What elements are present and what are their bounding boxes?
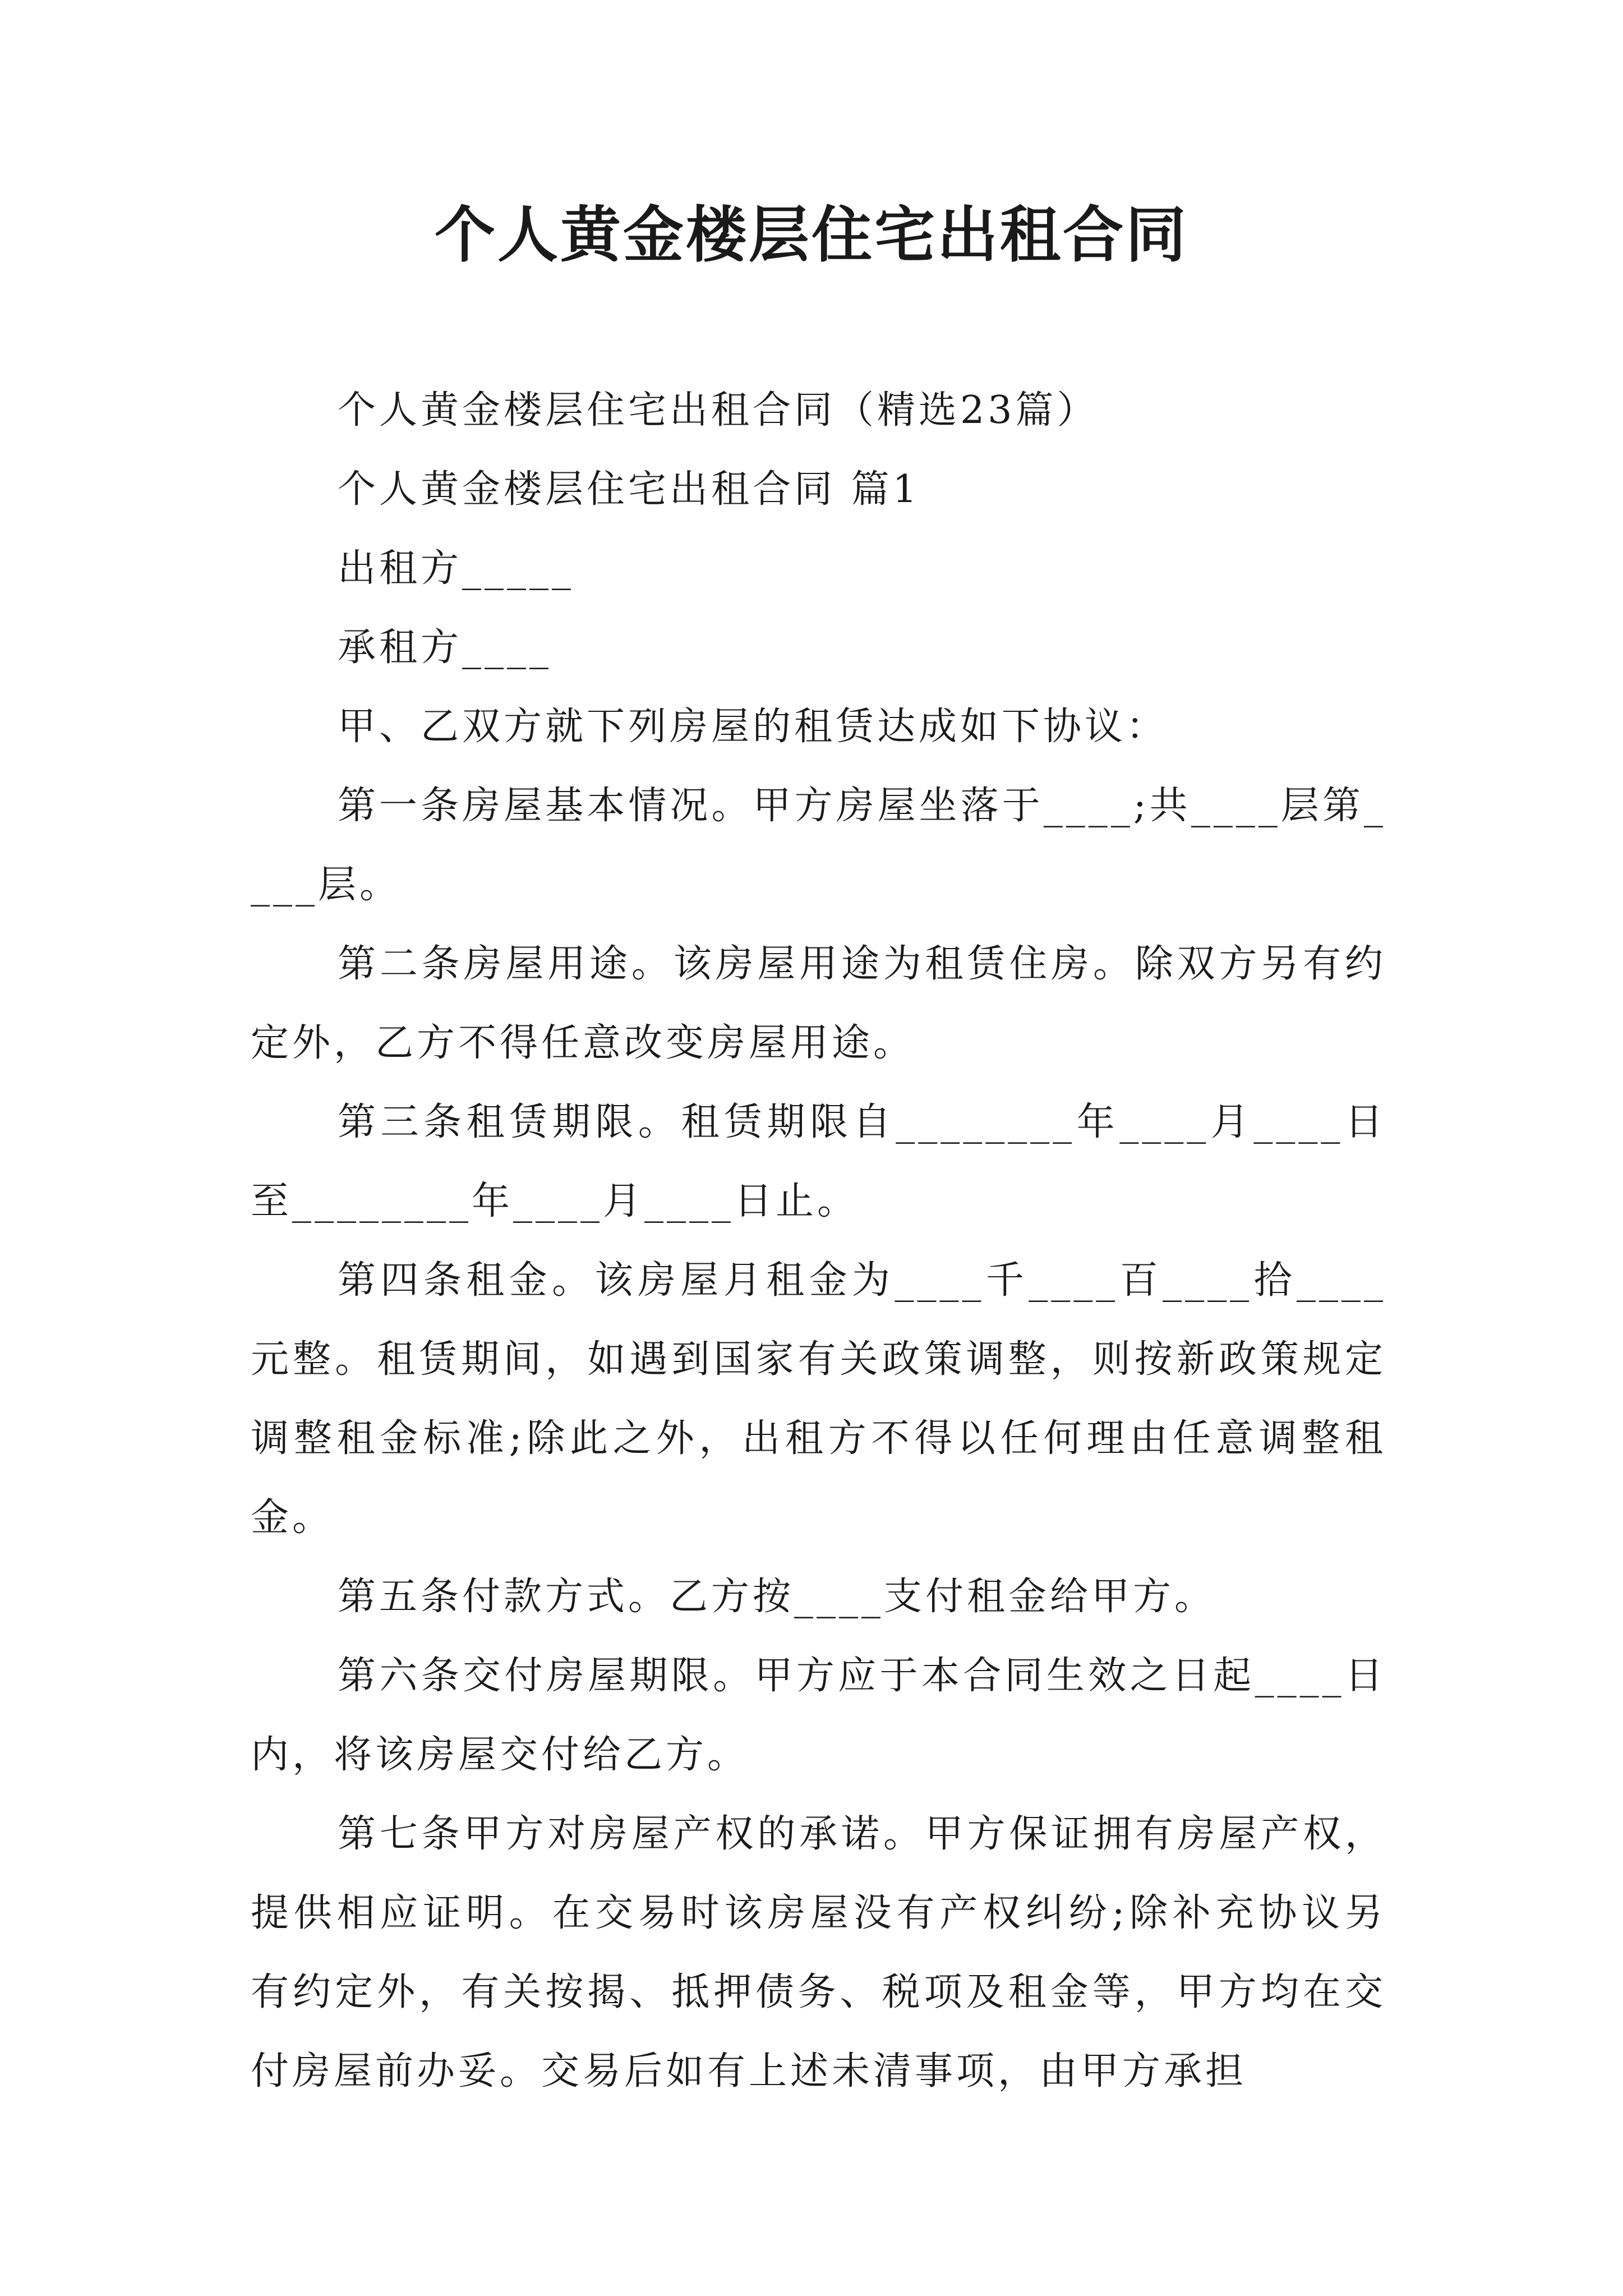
lessor-line: 出租方_____ xyxy=(338,546,575,591)
document-title: 个人黄金楼层住宅出租合同 xyxy=(434,200,1188,270)
section-heading: 个人黄金楼层住宅出租合同 篇1 xyxy=(338,467,920,512)
agreement-intro: 甲、乙双方就下列房屋的租赁达成如下协议： xyxy=(338,705,1168,749)
clause-3: 第三条租赁期限。租赁期限自________年____月____日至________年____月____日止。 xyxy=(251,1100,1386,1223)
clause-7: 第七条甲方对房屋产权的承诺。甲方保证拥有房屋产权，提供相应证明。在交易时该房屋没有产权纠纷;除补充协议另有约定外，有关按揭、抵押债务、税项及租金等，甲方均在交付房屋前办妥。交易后如有上述未清事项，由甲方承担 xyxy=(251,1812,1386,2093)
lessee-line: 承租方____ xyxy=(338,625,552,670)
clause-1: 第一条房屋基本情况。甲方房屋坐落于____;共____层第____层。 xyxy=(251,784,1386,907)
subtitle-paragraph: 个人黄金楼层住宅出租合同（精选23篇） xyxy=(338,388,1099,432)
clause-5: 第五条付款方式。乙方按____支付租金给甲方。 xyxy=(338,1575,1216,1619)
document-body xyxy=(251,371,1386,2111)
clause-6: 第六条交付房屋期限。甲方应于本合同生效之日起____日内，将该房屋交付给乙方。 xyxy=(251,1654,1386,1777)
clause-4: 第四条租金。该房屋月租金为____千____百____拾____元整。租赁期间，如遇到国家有关政策调整，则按新政策规定调整租金标准;除此之外，出租方不得以任何理由任意调整租金。 xyxy=(251,1258,1386,1540)
clause-2: 第二条房屋用途。该房屋用途为租赁住房。除双方另有约定外，乙方不得任意改变房屋用途。 xyxy=(251,942,1386,1065)
